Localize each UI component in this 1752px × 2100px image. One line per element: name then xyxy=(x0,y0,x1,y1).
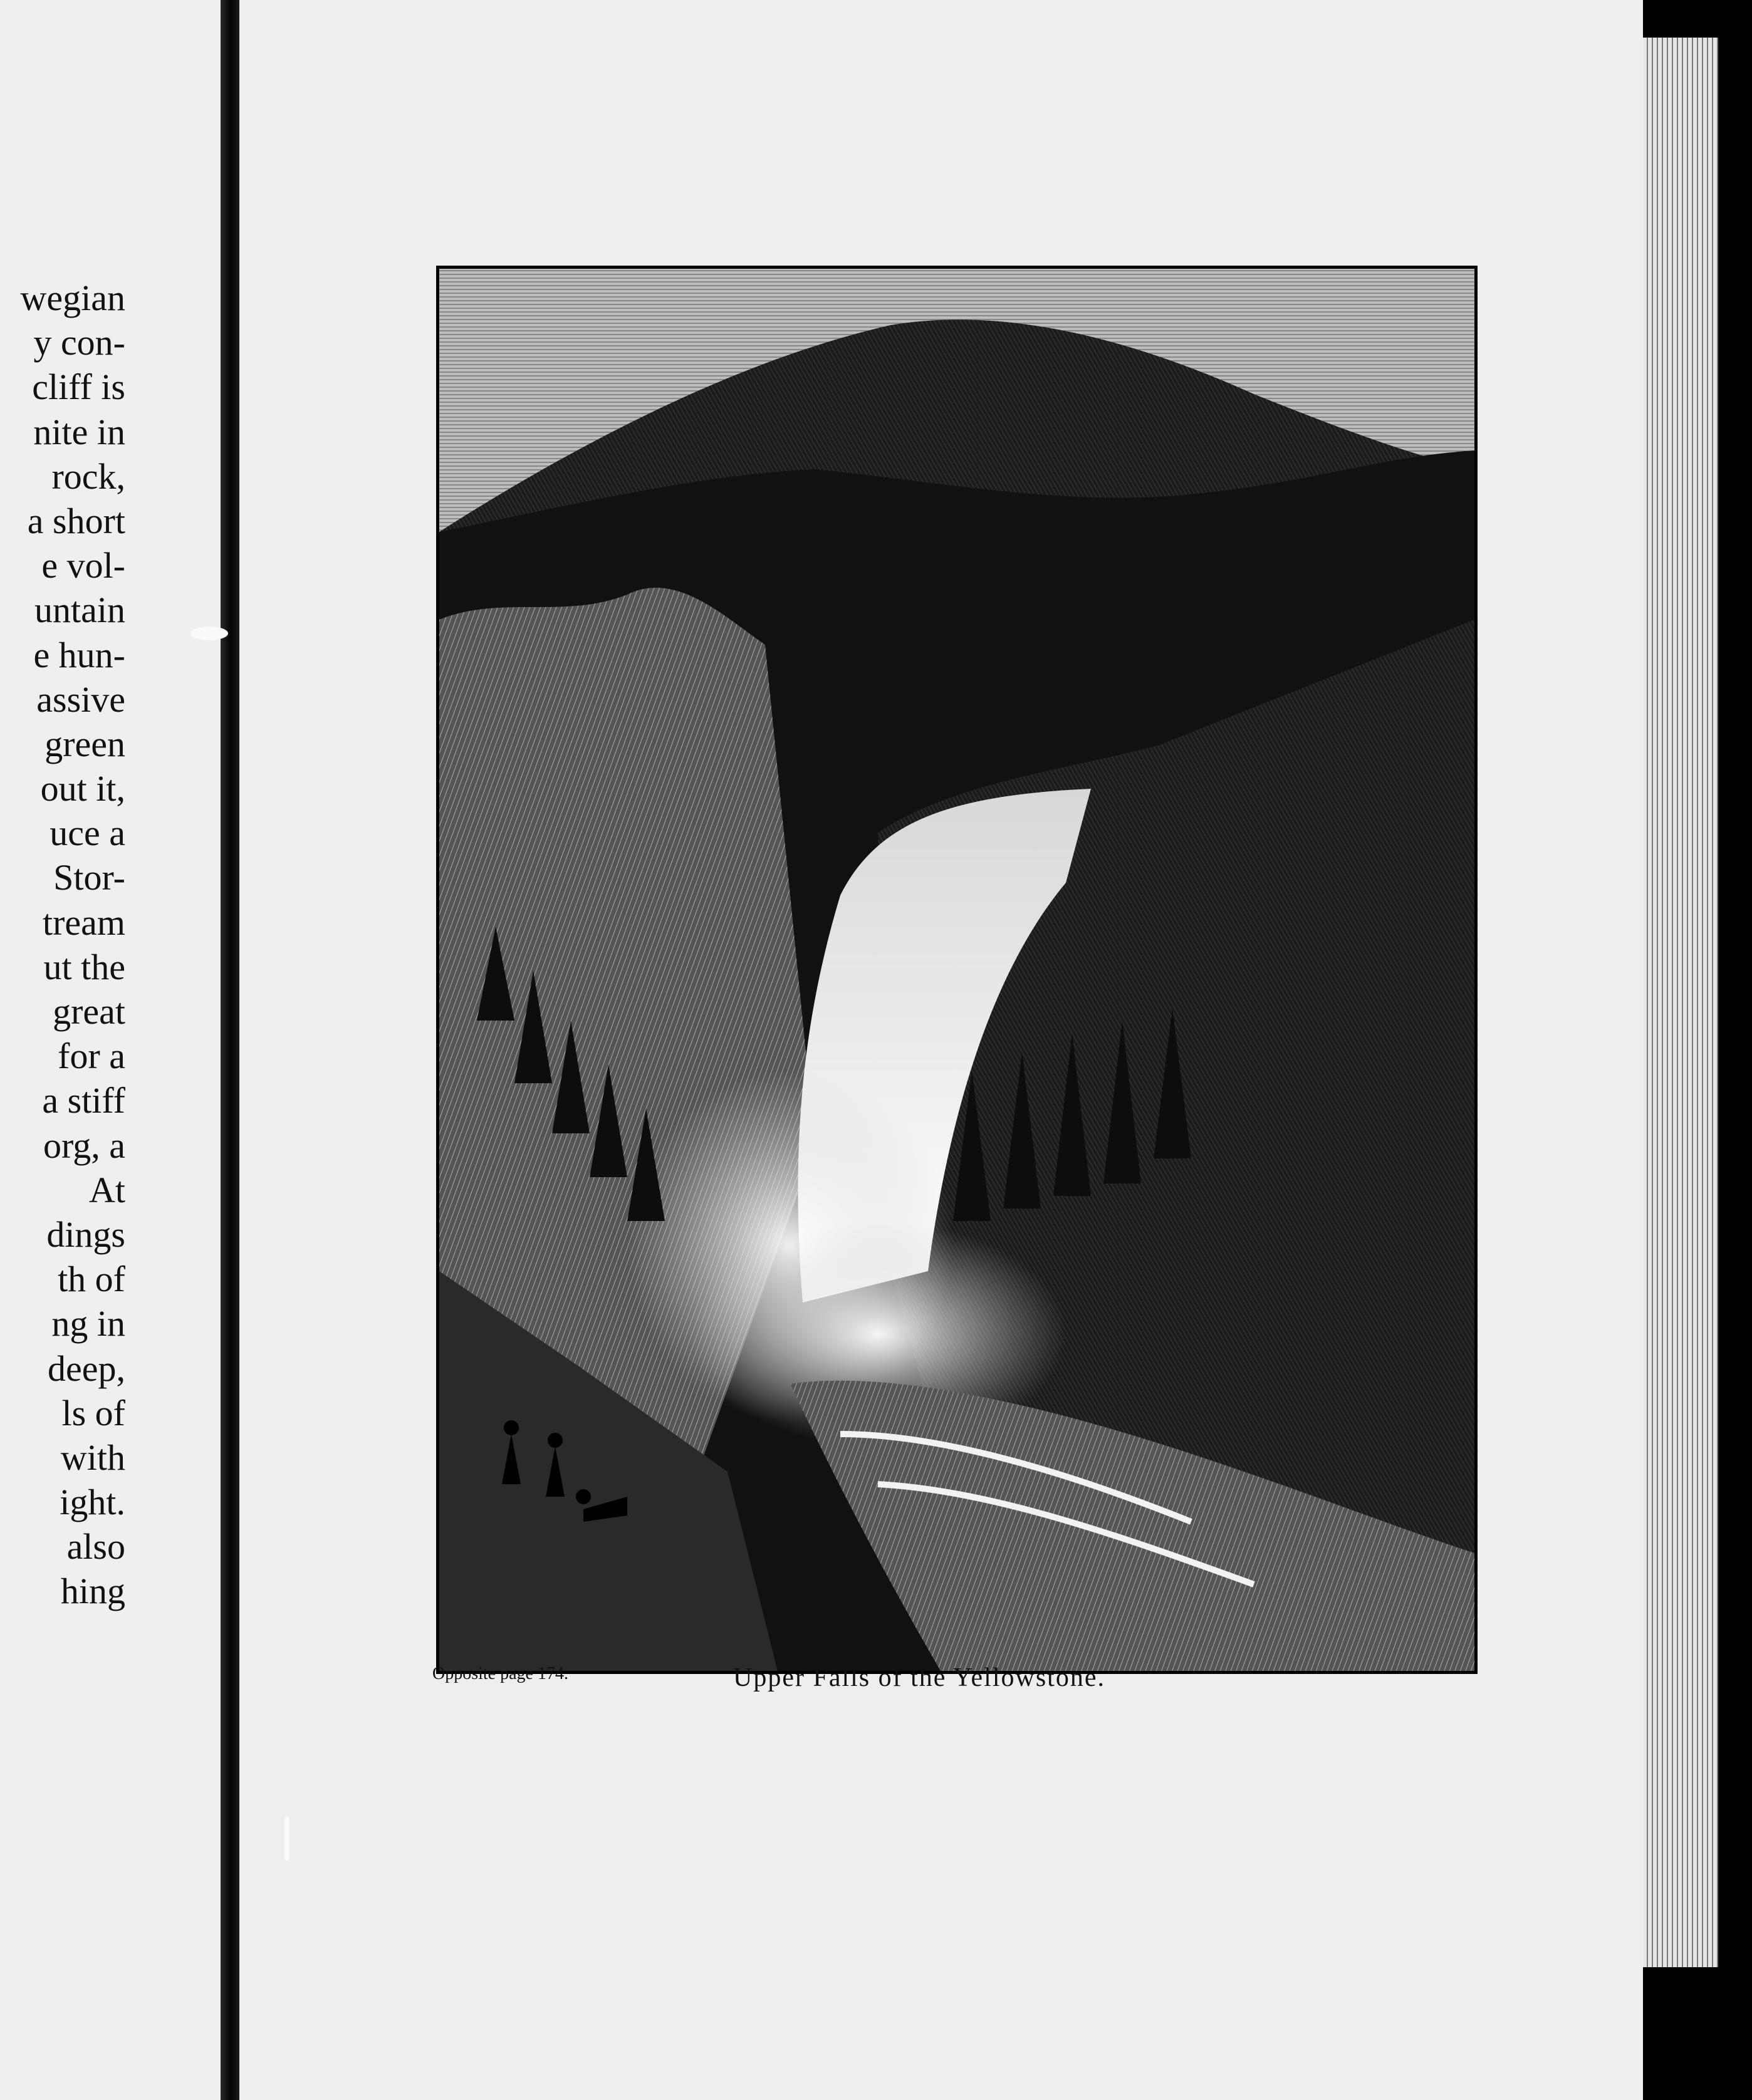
text-line: ight. xyxy=(60,1482,125,1523)
text-line: also xyxy=(66,1526,125,1567)
text-line: a stiff xyxy=(42,1080,125,1121)
text-line: y con- xyxy=(33,322,125,363)
text-line: untain xyxy=(34,590,125,631)
text-line: out it, xyxy=(40,768,125,809)
text-line: org, a xyxy=(43,1125,125,1166)
text-line: green xyxy=(44,723,125,764)
text-line: assive xyxy=(36,678,125,720)
text-line: uce a xyxy=(50,813,125,854)
text-line: cliff is xyxy=(32,366,125,408)
text-line: e hun- xyxy=(33,634,125,675)
book-gutter xyxy=(221,0,239,2100)
text-line: a short xyxy=(27,500,125,541)
plate-caption: Upper Falls of the Yellowstone. xyxy=(733,1663,1105,1692)
plate-page-reference: Opposite page 174. xyxy=(432,1664,568,1683)
left-page xyxy=(0,0,221,2100)
page-edges xyxy=(1643,38,1718,1967)
text-line: rock, xyxy=(51,455,125,497)
scan-speck xyxy=(190,626,228,640)
text-line: Stor- xyxy=(53,857,125,898)
text-line: hing xyxy=(60,1571,125,1612)
text-line: nite in xyxy=(33,411,125,452)
waterfall-engraving xyxy=(439,269,1474,1671)
text-line: with xyxy=(60,1437,125,1478)
text-line: tream xyxy=(42,902,125,943)
text-line: ut the xyxy=(43,946,125,987)
text-line: ng in xyxy=(51,1303,125,1344)
text-line: wegian xyxy=(20,278,125,318)
text-line: e vol- xyxy=(41,545,125,586)
left-page-text-column xyxy=(0,276,125,1614)
text-line: dings xyxy=(46,1214,125,1255)
text-line: great xyxy=(53,991,125,1032)
text-line: for a xyxy=(58,1036,125,1077)
text-line: ls of xyxy=(61,1392,125,1433)
engraving-illustration xyxy=(436,266,1478,1674)
scan-speck xyxy=(284,1817,289,1861)
text-line: deep, xyxy=(48,1348,125,1389)
text-line: At xyxy=(89,1169,125,1210)
text-line: th of xyxy=(58,1259,125,1300)
